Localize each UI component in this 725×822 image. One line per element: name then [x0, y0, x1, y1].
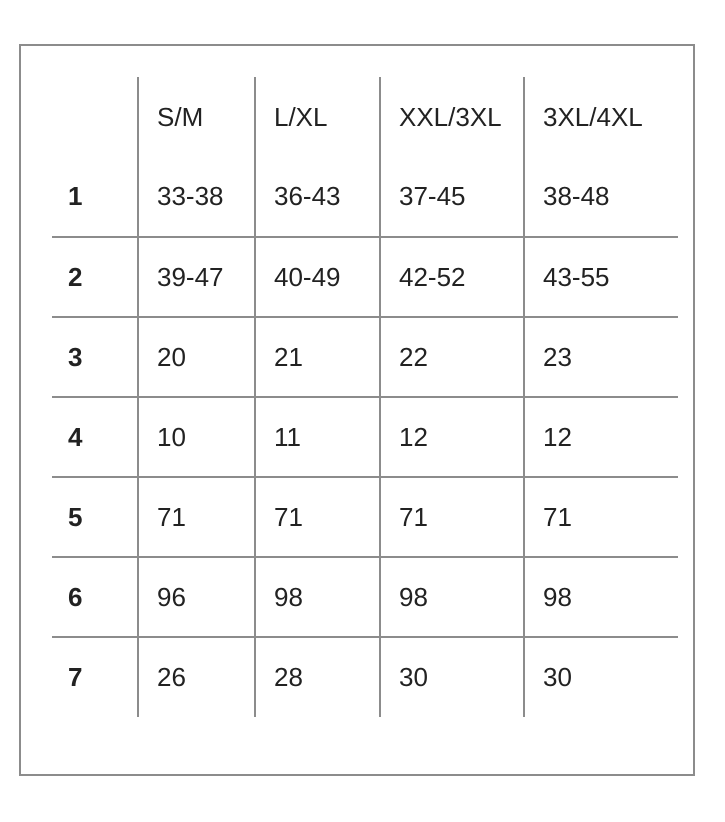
table-cell: 36-43	[255, 157, 380, 237]
table-row	[52, 477, 678, 557]
table-cell: 98	[380, 557, 524, 637]
table-cell: 20	[138, 317, 255, 397]
table-cell: 33-38	[138, 157, 255, 237]
size-chart-table	[52, 77, 678, 717]
table-cell: 71	[138, 477, 255, 557]
row-label: 1	[52, 157, 138, 237]
table-cell: 71	[380, 477, 524, 557]
header-size-xxl-3xl: XXL/3XL	[380, 77, 524, 157]
header-corner-cell	[52, 77, 138, 157]
table-row	[52, 157, 678, 237]
row-label: 7	[68, 662, 83, 692]
table-cell: 21	[255, 317, 380, 397]
header-size-s-m: S/M	[138, 77, 255, 157]
table-cell: 43-55	[524, 237, 678, 317]
table-cell: 38-48	[524, 157, 678, 237]
table-cell: 30	[524, 637, 678, 717]
header-size-3xl-4xl: 3XL/4XL	[524, 77, 678, 157]
table-cell: 11	[255, 397, 380, 477]
table-cell: 12	[380, 397, 524, 477]
table-row	[52, 397, 678, 477]
table-cell: 26	[138, 637, 255, 717]
table-cell: 12	[524, 397, 678, 477]
table-cell: 28	[255, 637, 380, 717]
row-label: 2	[52, 237, 138, 317]
row-label: 6	[52, 557, 138, 637]
table-cell: 40-49	[255, 237, 380, 317]
row-label: 4	[52, 397, 138, 477]
table-cell: 22	[380, 317, 524, 397]
table-cell: 71	[524, 477, 678, 557]
table-row	[52, 237, 678, 317]
table-cell: 96	[138, 557, 255, 637]
table-row	[52, 637, 678, 717]
table-cell: 10	[138, 397, 255, 477]
table-cell: 30	[380, 637, 524, 717]
table-cell: 42-52	[380, 237, 524, 317]
table-row	[52, 557, 678, 637]
table-cell: 98	[524, 557, 678, 637]
header-row	[52, 77, 678, 157]
row-label: 5	[52, 477, 138, 557]
header-size-l-xl: L/XL	[255, 77, 380, 157]
table-cell: 98	[255, 557, 380, 637]
table-cell: 39-47	[138, 237, 255, 317]
table-row	[52, 317, 678, 397]
row-label: 3	[52, 317, 138, 397]
table-cell: 23	[524, 317, 678, 397]
table-cell: 37-45	[380, 157, 524, 237]
table-cell: 71	[255, 477, 380, 557]
